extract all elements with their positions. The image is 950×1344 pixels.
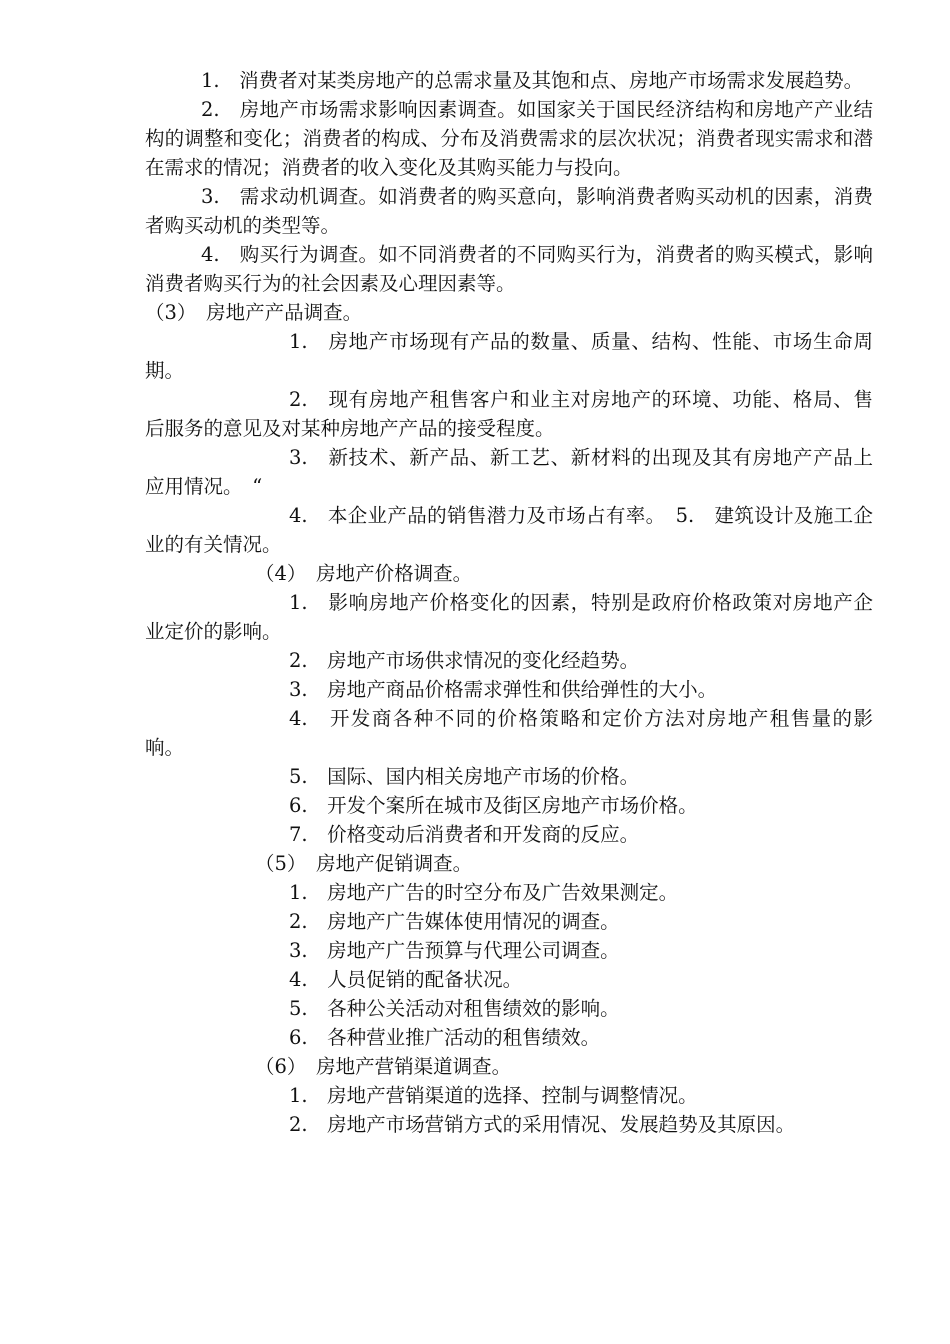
- section-heading: （3） 房地产产品调查。: [145, 301, 363, 324]
- list-item: 1. 房地产广告的时空分布及广告效果测定。: [289, 881, 679, 904]
- paragraph: 3. 需求动机调查。如消费者的购买意向，影响消费者购买动机的因素，消费者购买动机的类型等。: [145, 185, 873, 237]
- section-heading: （6） 房地产营销渠道调查。: [255, 1055, 512, 1078]
- list-item: 3. 房地产商品价格需求弹性和供给弹性的大小。: [289, 678, 718, 701]
- list-item: 2. 房地产市场供求情况的变化经趋势。: [289, 649, 640, 672]
- paragraph: 1. 房地产市场现有产品的数量、质量、结构、性能、市场生命周期。: [145, 330, 873, 382]
- list-item: 5. 各种公关活动对租售绩效的影响。: [289, 997, 620, 1020]
- paragraph: 4. 本企业产品的销售潜力及市场占有率。 5. 建筑设计及施工企业的有关情况。: [145, 504, 873, 556]
- list-item: 2. 房地产广告媒体使用情况的调查。: [289, 910, 620, 933]
- list-item: 4. 人员促销的配备状况。: [289, 968, 523, 991]
- document-page: [145, 66, 873, 1139]
- section-heading: （4） 房地产价格调查。: [255, 562, 473, 585]
- list-item: 2. 房地产市场营销方式的采用情况、发展趋势及其原因。: [289, 1113, 796, 1136]
- paragraph: 2. 现有房地产租售客户和业主对房地产的环境、功能、格局、售后服务的意见及对某种房地产产品的接受程度。: [145, 388, 873, 440]
- paragraph: 4. 购买行为调查。如不同消费者的不同购买行为，消费者的购买模式，影响消费者购买行为的社会因素及心理因素等。: [145, 243, 873, 295]
- list-item: 7. 价格变动后消费者和开发商的反应。: [289, 823, 640, 846]
- list-item: 3. 房地产广告预算与代理公司调查。: [289, 939, 620, 962]
- section-heading: （5） 房地产促销调查。: [255, 852, 473, 875]
- paragraph: 2. 房地产市场需求影响因素调查。如国家关于国民经济结构和房地产产业结构的调整和变化；消费者的构成、分布及消费需求的层次状况；消费者现实需求和潜在需求的情况；消费者的收入变化及其购买能力与投向。: [145, 98, 873, 179]
- paragraph: 4. 开发商各种不同的价格策略和定价方法对房地产租售量的影响。: [145, 707, 873, 759]
- list-item: 5. 国际、国内相关房地产市场的价格。: [289, 765, 640, 788]
- paragraph: 3. 新技术、新产品、新工艺、新材料的出现及其有房地产产品上应用情况。 “: [145, 446, 873, 498]
- paragraph: 1. 影响房地产价格变化的因素，特别是政府价格政策对房地产企业定价的影响。: [145, 591, 873, 643]
- paragraph: 1. 消费者对某类房地产的总需求量及其饱和点、房地产市场需求发展趋势。: [201, 69, 864, 92]
- list-item: 1. 房地产营销渠道的选择、控制与调整情况。: [289, 1084, 698, 1107]
- list-item: 6. 开发个案所在城市及街区房地产市场价格。: [289, 794, 698, 817]
- list-item: 6. 各种营业推广活动的租售绩效。: [289, 1026, 601, 1049]
